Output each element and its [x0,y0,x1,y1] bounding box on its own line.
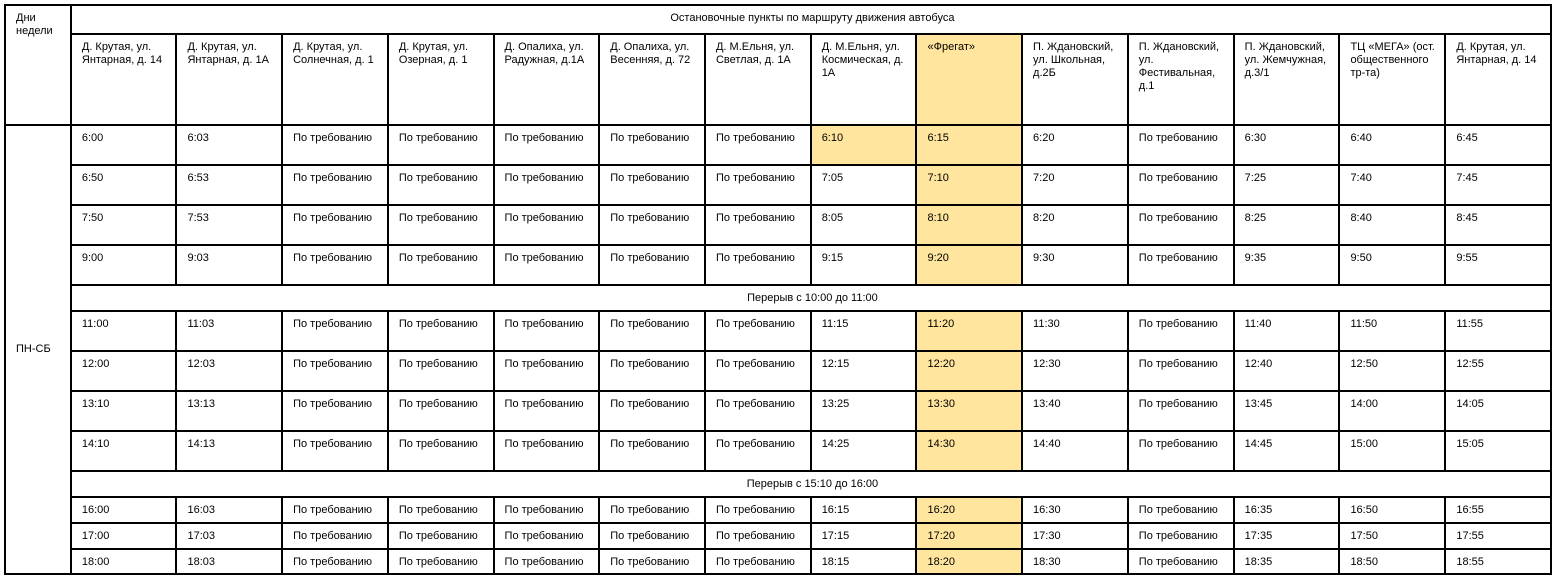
time-cell: По требованию [494,391,600,431]
time-cell: По требованию [599,497,705,523]
time-cell: 14:40 [1022,431,1128,471]
time-cell: По требованию [282,431,388,471]
time-cell: 17:55 [1445,523,1551,549]
time-cell: По требованию [705,165,811,205]
time-cell: 18:50 [1339,549,1445,574]
table-row [5,431,1551,471]
stop-name: «Фрегат» [916,34,1022,125]
time-cell: 14:45 [1234,431,1340,471]
time-cell: 12:15 [811,351,917,391]
time-cell: По требованию [388,165,494,205]
time-cell: По требованию [282,165,388,205]
time-cell: По требованию [494,497,600,523]
time-cell: 9:30 [1022,245,1128,285]
time-cell: 12:50 [1339,351,1445,391]
time-cell: 9:35 [1234,245,1340,285]
time-cell: 6:30 [1234,125,1340,165]
time-cell: 16:15 [811,497,917,523]
time-cell: По требованию [599,245,705,285]
time-cell: По требованию [388,497,494,523]
time-cell: По требованию [599,125,705,165]
time-cell: 18:35 [1234,549,1340,574]
stop-name: Д. М.Ельня, ул. Светлая, д. 1А [705,34,811,125]
time-cell: 12:55 [1445,351,1551,391]
time-cell: 16:20 [916,497,1022,523]
time-cell: По требованию [282,391,388,431]
time-cell: 18:20 [916,549,1022,574]
time-cell: По требованию [282,125,388,165]
time-cell: 6:50 [71,165,177,205]
time-cell: 6:45 [1445,125,1551,165]
time-cell: По требованию [705,351,811,391]
table-row [5,497,1551,523]
time-cell: По требованию [388,245,494,285]
time-cell: 7:50 [71,205,177,245]
time-cell: 9:55 [1445,245,1551,285]
time-cell: По требованию [1128,391,1234,431]
time-cell: По требованию [705,391,811,431]
time-cell: По требованию [599,391,705,431]
time-cell: 6:03 [176,125,282,165]
time-cell: 9:50 [1339,245,1445,285]
time-cell: По требованию [1128,311,1234,351]
time-cell: 13:45 [1234,391,1340,431]
time-cell: 16:30 [1022,497,1128,523]
time-cell: 17:03 [176,523,282,549]
time-cell: По требованию [599,523,705,549]
time-cell: 17:20 [916,523,1022,549]
time-cell: По требованию [388,311,494,351]
stop-name: Д. Крутая, ул. Янтарная, д. 14 [1445,34,1551,125]
time-cell: По требованию [494,245,600,285]
table-row [5,351,1551,391]
time-cell: По требованию [388,523,494,549]
time-cell: По требованию [1128,245,1234,285]
time-cell: По требованию [599,431,705,471]
time-cell: 8:25 [1234,205,1340,245]
break-note: Перерыв с 10:00 до 11:00 [71,285,1551,311]
time-cell: По требованию [599,205,705,245]
time-cell: 17:50 [1339,523,1445,549]
time-cell: 12:30 [1022,351,1128,391]
time-cell: По требованию [705,431,811,471]
time-cell: По требованию [282,523,388,549]
time-cell: 12:00 [71,351,177,391]
time-cell: 16:00 [71,497,177,523]
time-cell: По требованию [705,245,811,285]
time-cell: 6:00 [71,125,177,165]
time-cell: По требованию [282,351,388,391]
time-cell: 9:15 [811,245,917,285]
time-cell: По требованию [388,549,494,574]
stop-name: П. Ждановский, ул. Школьная, д.2Б [1022,34,1128,125]
time-cell: 6:20 [1022,125,1128,165]
time-cell: По требованию [599,165,705,205]
time-cell: 7:53 [176,205,282,245]
time-cell: 15:00 [1339,431,1445,471]
time-cell: 7:40 [1339,165,1445,205]
time-cell: 13:10 [71,391,177,431]
time-cell: 14:25 [811,431,917,471]
time-cell: 11:55 [1445,311,1551,351]
time-cell: По требованию [282,549,388,574]
time-cell: По требованию [1128,549,1234,574]
time-cell: 13:40 [1022,391,1128,431]
time-cell: 18:30 [1022,549,1128,574]
break-row [5,285,1551,311]
table-row [5,523,1551,549]
stops-header-row [5,34,1551,125]
time-cell: По требованию [494,431,600,471]
time-cell: 11:30 [1022,311,1128,351]
time-cell: По требованию [494,351,600,391]
time-cell: 7:25 [1234,165,1340,205]
time-cell: 9:20 [916,245,1022,285]
time-cell: По требованию [1128,205,1234,245]
time-cell: По требованию [705,549,811,574]
stop-name: Д. М.Ельня, ул. Космическая, д. 1А [811,34,917,125]
time-cell: 9:03 [176,245,282,285]
time-cell: По требованию [1128,523,1234,549]
time-cell: 16:50 [1339,497,1445,523]
stop-name: Д. Крутая, ул. Озерная, д. 1 [388,34,494,125]
time-cell: 16:03 [176,497,282,523]
stop-name: Д. Опалиха, ул. Весенняя, д. 72 [599,34,705,125]
time-cell: 16:55 [1445,497,1551,523]
title-row [5,5,1551,34]
time-cell: 8:20 [1022,205,1128,245]
time-cell: 7:05 [811,165,917,205]
time-cell: 17:30 [1022,523,1128,549]
time-cell: 18:15 [811,549,917,574]
time-cell: 6:40 [1339,125,1445,165]
time-cell: 8:45 [1445,205,1551,245]
stop-name: Д. Крутая, ул. Янтарная, д. 14 [71,34,177,125]
time-cell: По требованию [282,205,388,245]
time-cell: 7:20 [1022,165,1128,205]
break-note: Перерыв с 15:10 до 16:00 [71,471,1551,497]
time-cell: По требованию [705,523,811,549]
table-row [5,205,1551,245]
time-cell: 12:40 [1234,351,1340,391]
time-cell: По требованию [705,205,811,245]
time-cell: 6:10 [811,125,917,165]
time-cell: По требованию [599,351,705,391]
time-cell: По требованию [1128,431,1234,471]
time-cell: По требованию [494,165,600,205]
time-cell: По требованию [282,245,388,285]
time-cell: 13:25 [811,391,917,431]
table-row [5,391,1551,431]
table-row [5,311,1551,351]
time-cell: 15:05 [1445,431,1551,471]
schedule-table [4,4,1552,575]
stop-name: Д. Крутая, ул. Солнечная, д. 1 [282,34,388,125]
time-cell: 18:03 [176,549,282,574]
time-cell: По требованию [705,125,811,165]
time-cell: 17:00 [71,523,177,549]
day-label: ПН-СБ [5,125,71,574]
time-cell: По требованию [1128,165,1234,205]
time-cell: 18:00 [71,549,177,574]
time-cell: 11:00 [71,311,177,351]
stop-name: ТЦ «МЕГА» (ост. общественного тр-та) [1339,34,1445,125]
time-cell: 7:45 [1445,165,1551,205]
time-cell: 8:40 [1339,205,1445,245]
time-cell: По требованию [494,549,600,574]
time-cell: По требованию [599,311,705,351]
time-cell: 6:53 [176,165,282,205]
time-cell: 18:55 [1445,549,1551,574]
table-row [5,549,1551,574]
time-cell: По требованию [388,391,494,431]
time-cell: 12:03 [176,351,282,391]
time-cell: По требованию [705,497,811,523]
time-cell: По требованию [1128,351,1234,391]
time-cell: 14:30 [916,431,1022,471]
time-cell: 17:35 [1234,523,1340,549]
time-cell: 7:10 [916,165,1022,205]
time-cell: По требованию [388,351,494,391]
time-cell: По требованию [494,523,600,549]
time-cell: 11:20 [916,311,1022,351]
time-cell: 14:00 [1339,391,1445,431]
table-row [5,165,1551,205]
time-cell: 11:50 [1339,311,1445,351]
time-cell: 9:00 [71,245,177,285]
time-cell: 16:35 [1234,497,1340,523]
time-cell: 6:15 [916,125,1022,165]
time-cell: По требованию [494,205,600,245]
time-cell: По требованию [388,205,494,245]
time-cell: 11:15 [811,311,917,351]
time-cell: 13:30 [916,391,1022,431]
time-cell: 13:13 [176,391,282,431]
time-cell: По требованию [705,311,811,351]
time-cell: По требованию [1128,125,1234,165]
time-cell: По требованию [599,549,705,574]
time-cell: 14:13 [176,431,282,471]
time-cell: 8:05 [811,205,917,245]
table-row [5,245,1551,285]
time-cell: 12:20 [916,351,1022,391]
time-cell: По требованию [282,497,388,523]
time-cell: 11:03 [176,311,282,351]
stop-name: П. Ждановский, ул. Фестивальная, д.1 [1128,34,1234,125]
time-cell: По требованию [388,431,494,471]
time-cell: 17:15 [811,523,917,549]
time-cell: По требованию [494,125,600,165]
stop-name: П. Ждановский, ул. Жемчужная, д.3/1 [1234,34,1340,125]
break-row [5,471,1551,497]
time-cell: По требованию [1128,497,1234,523]
time-cell: 14:10 [71,431,177,471]
time-cell: 11:40 [1234,311,1340,351]
stop-name: Д. Опалиха, ул. Радужная, д.1А [494,34,600,125]
stop-name: Д. Крутая, ул. Янтарная, д. 1А [176,34,282,125]
time-cell: 14:05 [1445,391,1551,431]
time-cell: По требованию [282,311,388,351]
time-cell: По требованию [494,311,600,351]
stops-title: Остановочные пункты по маршруту движения автобуса [71,5,1551,34]
time-cell: 8:10 [916,205,1022,245]
table-row [5,125,1551,165]
days-header: Дни недели [5,5,71,125]
time-cell: По требованию [388,125,494,165]
